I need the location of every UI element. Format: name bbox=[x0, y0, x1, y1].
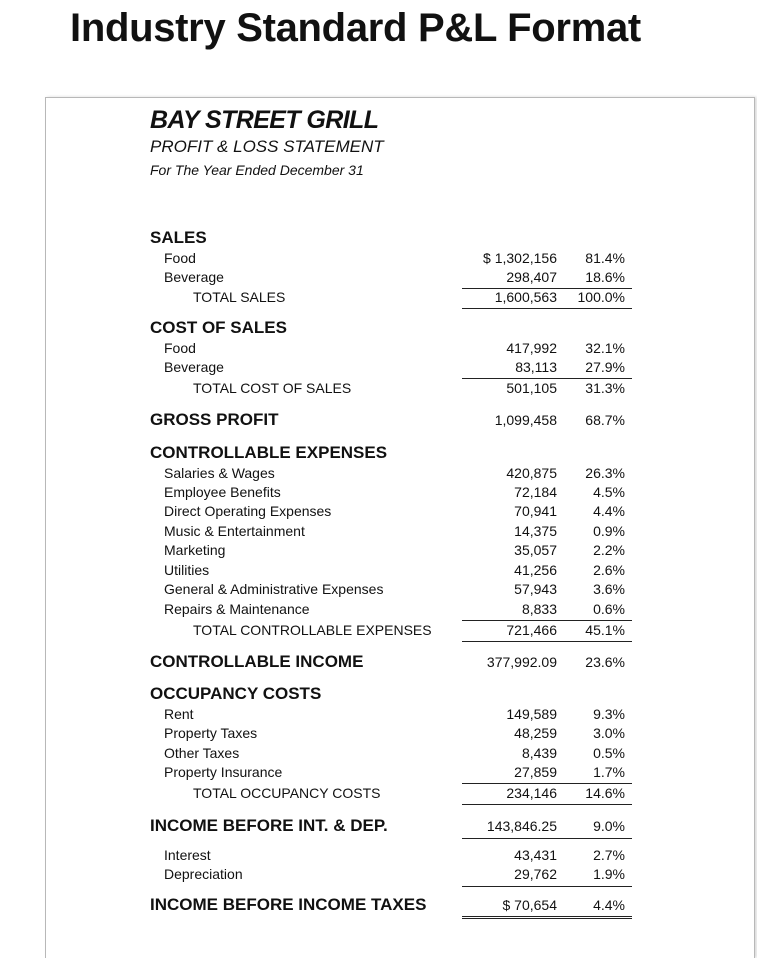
rule bbox=[462, 838, 632, 839]
row-general-admin: General & Administrative Expenses 57,943 3.6% bbox=[164, 581, 625, 597]
rule bbox=[462, 886, 632, 887]
row-cos-beverage: Beverage 83,113 27.9% bbox=[164, 359, 625, 375]
rule bbox=[462, 804, 632, 805]
row-property-taxes: Property Taxes 48,259 3.0% bbox=[164, 725, 625, 741]
row-marketing: Marketing 35,057 2.2% bbox=[164, 542, 625, 558]
section-cost-of-sales: COST OF SALES bbox=[150, 318, 287, 337]
section-occupancy-costs: OCCUPANCY COSTS bbox=[150, 684, 322, 703]
section-sales: SALES bbox=[150, 228, 207, 247]
row-depreciation: Depreciation 29,762 1.9% bbox=[164, 866, 625, 882]
row-sales-beverage: Beverage 298,407 18.6% bbox=[164, 269, 625, 285]
row-rent: Rent 149,589 9.3% bbox=[164, 706, 625, 722]
row-income-before-int-dep: INCOME BEFORE INT. & DEP. 143,846.25 9.0% bbox=[150, 816, 625, 835]
rule bbox=[462, 378, 632, 379]
row-employee-benefits: Employee Benefits 72,184 4.5% bbox=[164, 484, 625, 500]
statement-period: For The Year Ended December 31 bbox=[150, 162, 364, 178]
row-cos-food: Food 417,992 32.1% bbox=[164, 340, 625, 356]
page-heading: Industry Standard P&L Format bbox=[70, 6, 641, 50]
row-other-taxes: Other Taxes 8,439 0.5% bbox=[164, 745, 625, 761]
row-music-entertainment: Music & Entertainment 14,375 0.9% bbox=[164, 523, 625, 539]
row-total-sales: TOTAL SALES 1,600,563 100.0% bbox=[193, 289, 625, 305]
rule bbox=[462, 641, 632, 642]
row-gross-profit: GROSS PROFIT 1,099,458 68.7% bbox=[150, 410, 625, 429]
row-sales-food: Food $ 1,302,156 81.4% bbox=[164, 250, 625, 266]
row-repairs-maintenance: Repairs & Maintenance 8,833 0.6% bbox=[164, 601, 625, 617]
row-property-insurance: Property Insurance 27,859 1.7% bbox=[164, 764, 625, 780]
row-total-cost-of-sales: TOTAL COST OF SALES 501,105 31.3% bbox=[193, 380, 625, 396]
company-name: BAY STREET GRILL bbox=[150, 106, 379, 134]
section-controllable-expenses: CONTROLLABLE EXPENSES bbox=[150, 443, 388, 462]
rule bbox=[462, 620, 632, 621]
row-salaries-wages: Salaries & Wages 420,875 26.3% bbox=[164, 465, 625, 481]
row-direct-operating: Direct Operating Expenses 70,941 4.4% bbox=[164, 503, 625, 519]
double-rule bbox=[462, 916, 632, 919]
rule bbox=[462, 308, 632, 309]
statement-title: PROFIT & LOSS STATEMENT bbox=[150, 137, 384, 156]
row-total-occupancy-costs: TOTAL OCCUPANCY COSTS 234,146 14.6% bbox=[193, 785, 625, 801]
row-controllable-income: CONTROLLABLE INCOME 377,992.09 23.6% bbox=[150, 652, 625, 671]
row-income-before-income-taxes: INCOME BEFORE INCOME TAXES $ 70,654 4.4% bbox=[150, 895, 625, 914]
row-interest: Interest 43,431 2.7% bbox=[164, 847, 625, 863]
row-utilities: Utilities 41,256 2.6% bbox=[164, 562, 625, 578]
rule bbox=[462, 783, 632, 784]
row-total-controllable-expenses: TOTAL CONTROLLABLE EXPENSES 721,466 45.1% bbox=[193, 622, 625, 638]
